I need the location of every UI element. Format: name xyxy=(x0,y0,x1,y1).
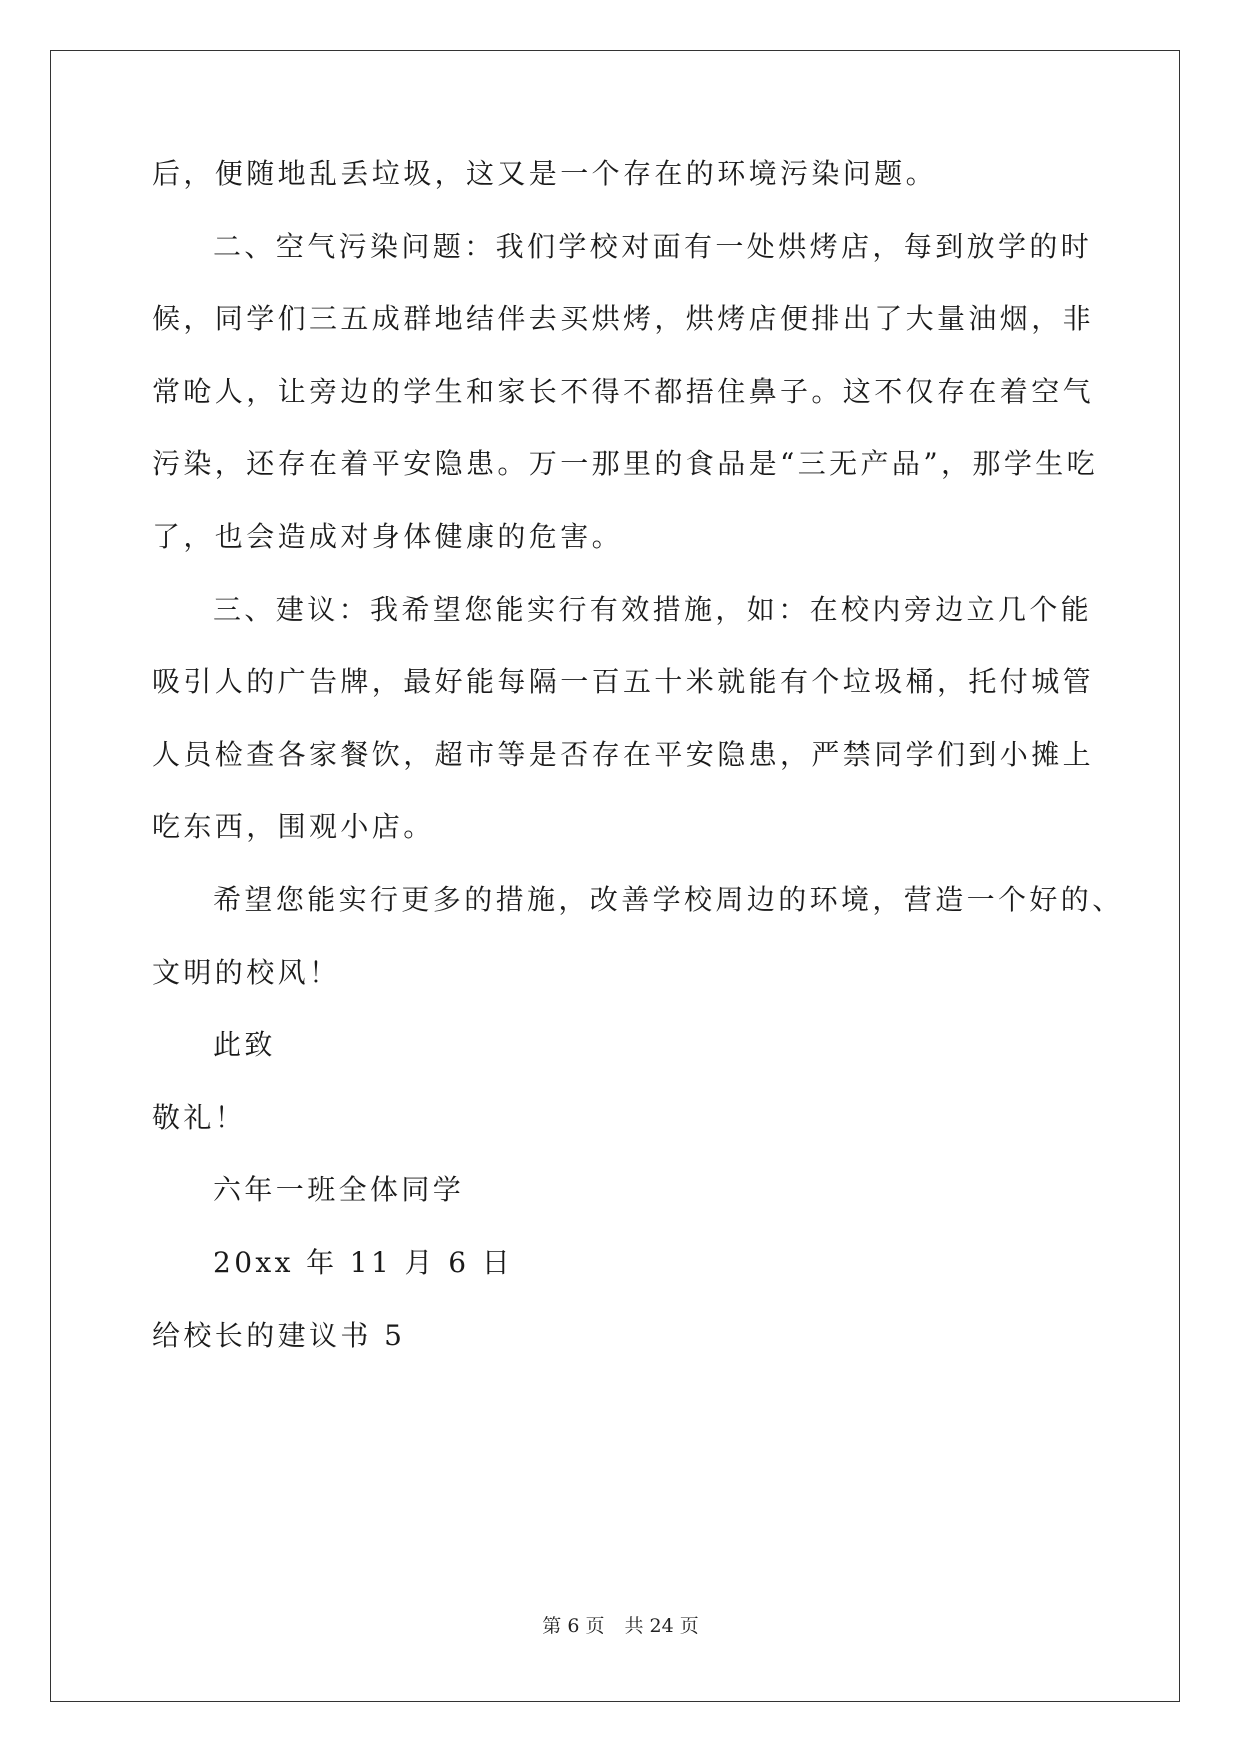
salutation-jingli: 敬礼！ xyxy=(152,1101,247,1134)
text-line: 候，同学们三五成群地结伴去买烘烤，烘烤店便排出了大量油烟，非 xyxy=(152,302,1095,335)
section-heading-air-pollution: 二、空气污染问题：我们学校对面有一处烘烤店，每到放学的时 xyxy=(213,230,1093,263)
next-section-title: 给校长的建议书 5 xyxy=(152,1319,406,1352)
text-line: 文明的校风！ xyxy=(152,956,341,989)
page-number: 第 6 页 xyxy=(542,1615,605,1637)
text-line: 人员检查各家餐饮，超市等是否存在平安隐患，严禁同学们到小摊上 xyxy=(152,738,1095,771)
text-line: 后，便随地乱丢垃圾，这又是一个存在的环境污染问题。 xyxy=(152,157,938,190)
page-border xyxy=(50,50,1180,1702)
text-line: 了，也会造成对身体健康的危害。 xyxy=(152,520,624,553)
page-total: 共 24 页 xyxy=(624,1615,699,1637)
section-heading-suggestions: 三、建议：我希望您能实行有效措施，如：在校内旁边立几个能 xyxy=(213,593,1093,626)
text-line: 污染，还存在着平安隐患。万一那里的食品是“三无产品”，那学生吃 xyxy=(152,447,1099,480)
letter-date: 20xx 年 11 月 6 日 xyxy=(213,1246,514,1279)
salutation-cizhi: 此致 xyxy=(213,1028,276,1061)
closing-paragraph: 希望您能实行更多的措施，改善学校周边的环境，营造一个好的、 xyxy=(213,883,1124,916)
signature: 六年一班全体同学 xyxy=(213,1173,465,1206)
page-footer xyxy=(0,1614,1241,1638)
text-line: 吸引人的广告牌，最好能每隔一百五十米就能有个垃圾桶，托付城管 xyxy=(152,665,1095,698)
text-line: 常呛人，让旁边的学生和家长不得不都捂住鼻子。这不仅存在着空气 xyxy=(152,375,1095,408)
text-line: 吃东西，围观小店。 xyxy=(152,810,435,843)
